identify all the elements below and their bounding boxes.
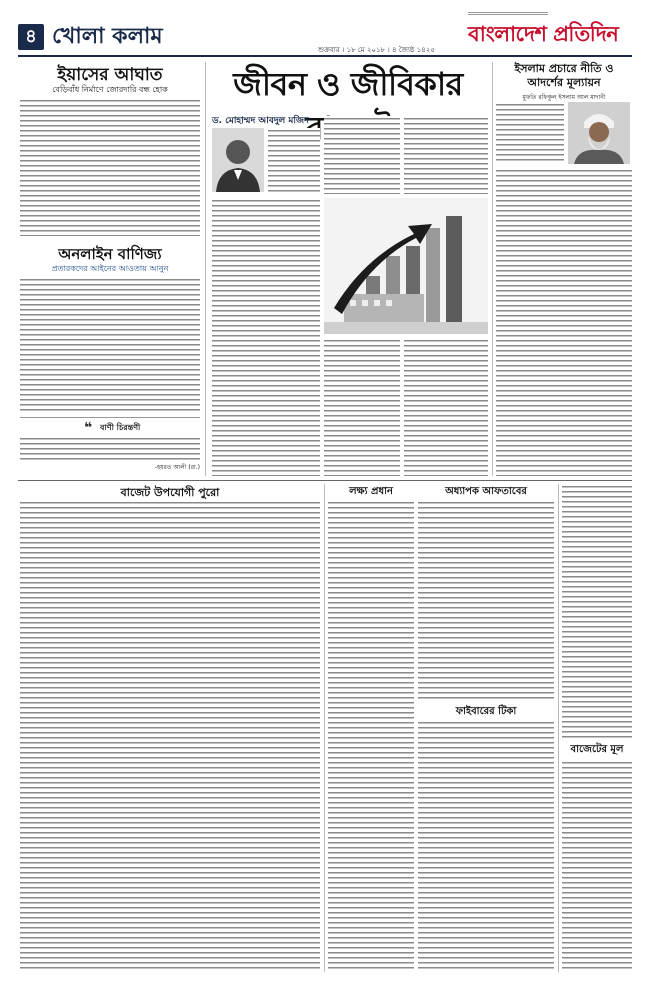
- page-number: ৪: [25, 26, 37, 47]
- date-line: শুক্রবার । ১৮ মে ২০১৮ । ৪ জ্যৈষ্ঠ ১৪২৫: [318, 46, 435, 54]
- main-col3-lower: [404, 338, 488, 476]
- article1-subtitle: বেড়িবাঁধ নির্মাণে জোরদারি বন্ধ হোক: [52, 85, 168, 94]
- article2-title: অনলাইন বাণিজ্য: [58, 245, 162, 263]
- section-rule: [18, 480, 632, 481]
- right-intro-text: [496, 102, 564, 164]
- right-title: ইসলাম প্রচারে নীতি ও আদর্শের মূল্যায়ন: [514, 62, 614, 89]
- bottom-section1-body: [20, 500, 320, 970]
- article2-subtitle: প্রতারকদের আইনের আওতায় আনুন: [51, 264, 169, 273]
- bottom-section3-title: অধ্যাপক আফতাবের: [445, 486, 527, 497]
- scholar-portrait-icon: [568, 102, 630, 164]
- budget-illustration: [324, 198, 488, 334]
- main-intro-text: [268, 128, 320, 194]
- right-author-photo: [568, 102, 630, 164]
- main-col2-body: [324, 116, 400, 194]
- page-header: [0, 0, 650, 58]
- header-rule: [18, 55, 632, 57]
- main-col1-body: [212, 198, 320, 476]
- masthead-logo: বাংলাদেশ প্রতিদিন: [468, 22, 619, 46]
- main-byline: ড. মোহাম্মদ আবদুল মজিদ: [212, 116, 309, 126]
- author-silhouette-icon: [212, 128, 264, 192]
- quote-author: -হযরত আলী (রা.): [154, 464, 200, 471]
- masthead-tagline-lines: [468, 12, 548, 16]
- quote-title: বাণী চিরন্তণী: [100, 423, 141, 432]
- bottom-section2-title: লক্ষ্য প্রধান: [349, 486, 393, 497]
- bottom-divider2: [558, 484, 559, 972]
- main-col3-body: [404, 116, 488, 194]
- right-body: [496, 168, 632, 476]
- right-bottom-continued: [562, 484, 632, 738]
- bottom-section4-body: [418, 720, 554, 970]
- bottom-section2-body: [328, 500, 414, 970]
- article1-body: [20, 98, 200, 236]
- bottom-section5-title: বাজেটের মূল: [570, 744, 624, 755]
- right-byline: মুফতি রফিকুল ইসলাম আল মাদানী: [522, 94, 606, 101]
- quote-mark-icon: ❝: [84, 420, 93, 436]
- article1-title: ইয়াসের আঘাত: [57, 65, 163, 85]
- main-title: জীবন ও জীবিকার: [233, 65, 463, 103]
- section-title: খোলা কলাম: [52, 24, 163, 49]
- bottom-section4-title: ফাইবারের টিকা: [455, 706, 517, 717]
- bottom-section1-title: বাজেট উপযোগী পুরো: [120, 486, 220, 499]
- author-photo: [212, 128, 264, 192]
- quote-box: [20, 417, 200, 474]
- bottom-section3-body: [418, 500, 554, 700]
- growth-chart-graphic: [324, 198, 488, 334]
- main-col2-lower: [324, 338, 400, 476]
- bottom-section5-body: [562, 760, 632, 970]
- bottom-divider1: [324, 484, 325, 972]
- quote-body: [20, 436, 200, 462]
- left-divider: [205, 62, 206, 476]
- page-number-badge: [18, 24, 44, 50]
- article2-body: [20, 277, 200, 412]
- right-divider: [492, 62, 493, 476]
